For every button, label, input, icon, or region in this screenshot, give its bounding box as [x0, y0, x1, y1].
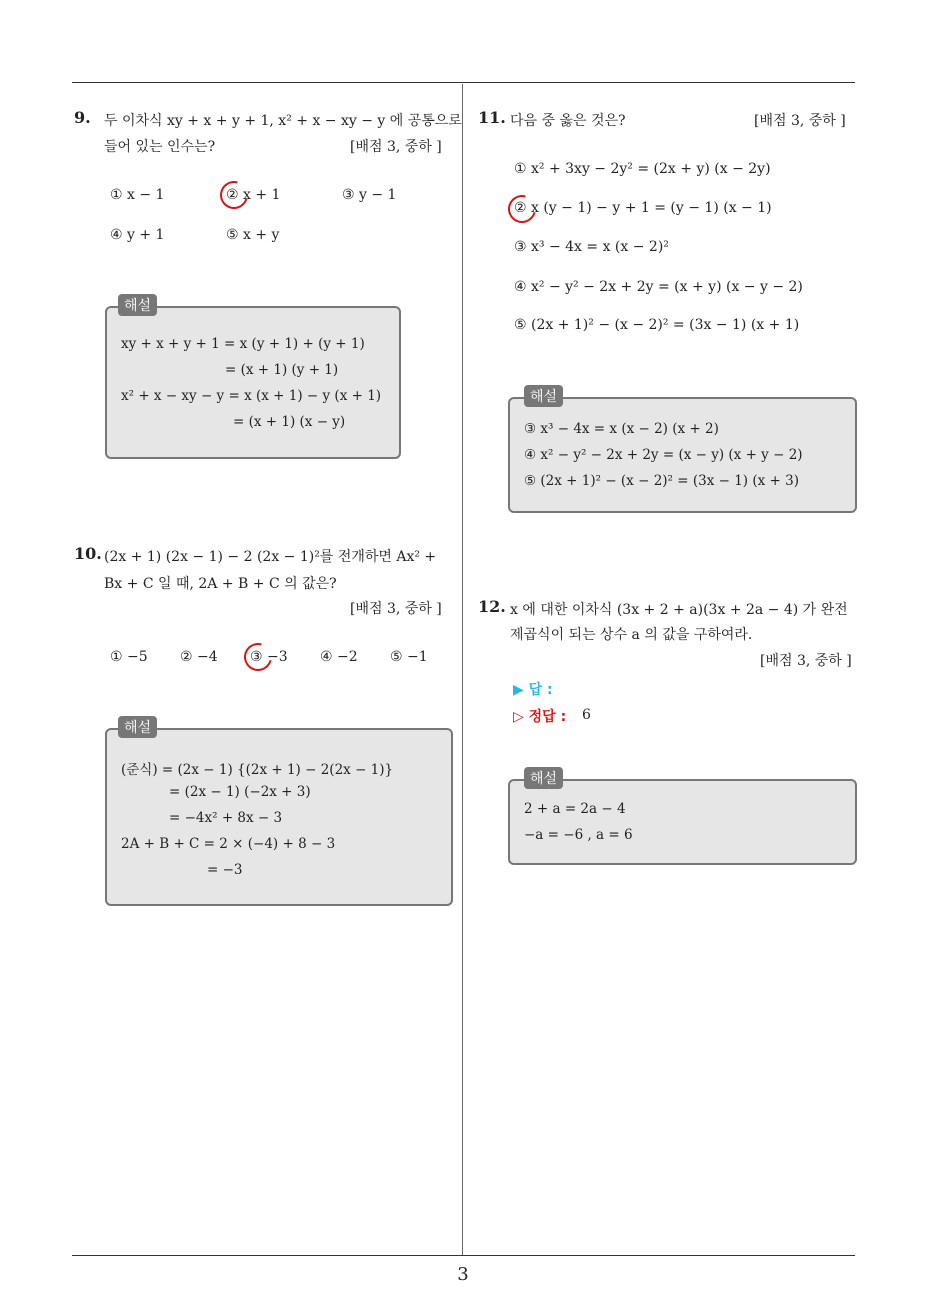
correct-answer-value: 6: [582, 707, 591, 723]
solution-tag: 해설: [118, 294, 157, 316]
question-number: 11.: [478, 108, 506, 127]
choice-1[interactable]: ① x − 1: [110, 187, 165, 203]
answer-label: ▶ 답 :: [513, 682, 553, 698]
choice-3[interactable]: ③ x³ − 4x = x (x − 2)²: [514, 239, 669, 255]
solution-line: = −4x² + 8x − 3: [169, 810, 283, 826]
solution-line: 2A + B + C = 2 × (−4) + 8 − 3: [121, 836, 336, 852]
question-text: 다음 중 옳은 것은?: [510, 113, 626, 129]
bottom-rule: [72, 1255, 855, 1256]
choice-5[interactable]: ⑤ x + y: [226, 227, 280, 243]
solution-line: ⑤ (2x + 1)² − (x − 2)² = (3x − 1) (x + 3): [524, 473, 799, 489]
solution-tag: 해설: [524, 767, 563, 789]
solution-line: = −3: [207, 862, 243, 878]
page-number: 3: [457, 1264, 469, 1285]
question-number: 12.: [478, 597, 506, 616]
solution-line: (준식) = (2x − 1) {(2x + 1) − 2(2x − 1)}: [121, 762, 394, 778]
choice-4[interactable]: ④ x² − y² − 2x + 2y = (x + y) (x − y − 2): [514, 279, 803, 295]
choice-2[interactable]: ② −4: [180, 649, 218, 665]
solution-line: 2 + a = 2a − 4: [524, 801, 626, 817]
answer-mark-circle: [503, 190, 541, 228]
answer-mark-circle: [239, 638, 277, 676]
choice-2[interactable]: ② x + 1: [226, 187, 281, 203]
choice-1[interactable]: ① −5: [110, 649, 148, 665]
solution-box: [105, 306, 401, 459]
solution-box: [508, 779, 857, 865]
choice-4[interactable]: ④ y + 1: [110, 227, 165, 243]
correct-answer-label: ▷ 정답 :: [513, 709, 567, 725]
question-text: 제곱식이 되는 상수 a 의 값을 구하여라.: [510, 627, 753, 643]
score-meta: [배점 3, 중하 ]: [350, 601, 442, 617]
question-text: 들어 있는 인수는?: [104, 139, 216, 155]
choice-2[interactable]: ② x (y − 1) − y + 1 = (y − 1) (x − 1): [514, 200, 772, 216]
solution-line: −a = −6 , a = 6: [524, 827, 633, 843]
question-text: 두 이차식 xy + x + y + 1, x² + x − xy − y 에 공통으로: [104, 113, 462, 129]
solution-tag: 해설: [118, 716, 157, 738]
question-text: x 에 대한 이차식 (3x + 2 + a)(3x + 2a − 4) 가 완전: [510, 602, 848, 618]
choice-5[interactable]: ⑤ −1: [390, 649, 428, 665]
question-text: (2x + 1) (2x − 1) − 2 (2x − 1)²를 전개하면 Ax² +: [104, 549, 437, 565]
solution-line: x² + x − xy − y = x (x + 1) − y (x + 1): [121, 388, 382, 404]
solution-box: [105, 728, 453, 906]
top-rule: [72, 82, 855, 83]
column-divider: [462, 84, 463, 1256]
choice-4[interactable]: ④ −2: [320, 649, 358, 665]
question-number: 9.: [74, 108, 91, 127]
solution-tag: 해설: [524, 385, 563, 407]
score-meta: [배점 3, 중하 ]: [760, 653, 852, 669]
choice-3[interactable]: ③ −3: [250, 649, 288, 665]
score-meta: [배점 3, 중하 ]: [754, 113, 846, 129]
question-text: Bx + C 일 때, 2A + B + C 의 값은?: [104, 576, 337, 592]
solution-line: ③ x³ − 4x = x (x − 2) (x + 2): [524, 421, 719, 437]
solution-line: ④ x² − y² − 2x + 2y = (x − y) (x + y − 2): [524, 447, 803, 463]
solution-line: = (x + 1) (y + 1): [225, 362, 339, 378]
solution-line: = (2x − 1) (−2x + 3): [169, 784, 311, 800]
solution-line: xy + x + y + 1 = x (y + 1) + (y + 1): [121, 336, 365, 352]
solution-box: [508, 397, 857, 513]
choice-1[interactable]: ① x² + 3xy − 2y² = (2x + y) (x − 2y): [514, 161, 771, 177]
choice-3[interactable]: ③ y − 1: [342, 187, 397, 203]
answer-mark-circle: [215, 176, 253, 214]
question-number: 10.: [74, 544, 102, 563]
score-meta: [배점 3, 중하 ]: [350, 139, 442, 155]
choice-5[interactable]: ⑤ (2x + 1)² − (x − 2)² = (3x − 1) (x + 1): [514, 317, 800, 333]
solution-line: = (x + 1) (x − y): [233, 414, 346, 430]
